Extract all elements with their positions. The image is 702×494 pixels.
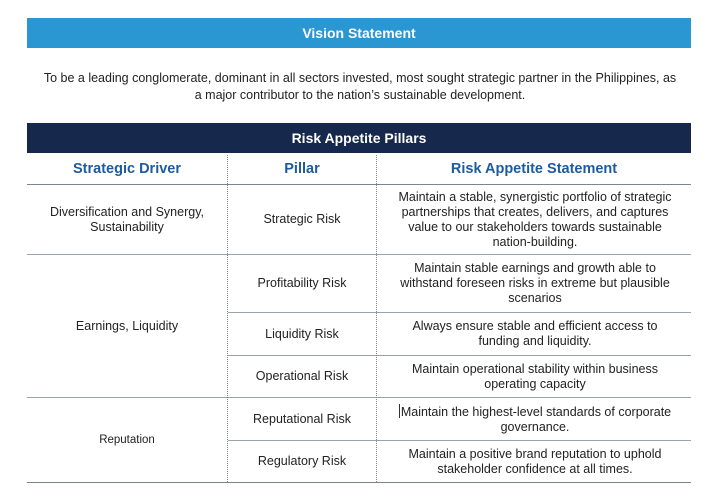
- vision-statement-text: To be a leading conglomerate, dominant in all sectors invested, most sought strategic partner in the Philippines, as a major contributor to the nation’s sustainable development.: [43, 71, 677, 102]
- text-cursor: [399, 404, 400, 418]
- vision-statement-header: [27, 18, 691, 48]
- column-header-pillar: Pillar: [284, 161, 320, 177]
- pillar-cell: Strategic Risk: [263, 212, 341, 226]
- risk-appetite-statement-cell: [380, 398, 690, 440]
- risk-appetite-statement-cell: Maintain stable earnings and growth able to withstand foreseen risks in extreme but plausible scenarios: [400, 261, 670, 305]
- pillar-cell: Operational Risk: [255, 369, 349, 383]
- risk-appetite-statement-text: Maintain the highest-level standards of corporate governance.: [400, 404, 672, 434]
- risk-appetite-statement-cell: Maintain operational stability within business operating capacity: [412, 361, 658, 391]
- column-divider: [376, 155, 377, 482]
- strategic-driver-cell: Reputation: [99, 433, 155, 446]
- strategic-driver-cell: Diversification and Synergy, Sustainability: [49, 204, 204, 234]
- pillar-cell: Regulatory Risk: [257, 454, 347, 468]
- risk-appetite-pillars-title: Risk Appetite Pillars: [291, 130, 427, 146]
- risk-appetite-statement-cell: Always ensure stable and efficient access to funding and liquidity.: [412, 319, 658, 348]
- pillar-cell: Profitability Risk: [257, 276, 347, 290]
- risk-appetite-pillars-header: [27, 123, 691, 153]
- vision-statement-title: Vision Statement: [302, 25, 416, 41]
- pillar-cell: Liquidity Risk: [265, 326, 339, 341]
- strategic-driver-cell: Earnings, Liquidity: [75, 318, 179, 333]
- column-header-risk-appetite-statement: Risk Appetite Statement: [450, 161, 618, 177]
- column-header-strategic-driver: Strategic Driver: [73, 161, 181, 177]
- pillar-cell: Reputational Risk: [253, 411, 351, 426]
- table-bottom-rule: [27, 482, 691, 483]
- risk-appetite-statement-cell: Maintain a positive brand reputation to uphold stakeholder confidence at all times.: [408, 446, 662, 476]
- risk-appetite-statement-cell: Maintain a stable, synergistic portfolio of strategic partnerships that creates, delivers, and captures value to our stakeholders towards sustainable nation-building.: [398, 189, 672, 249]
